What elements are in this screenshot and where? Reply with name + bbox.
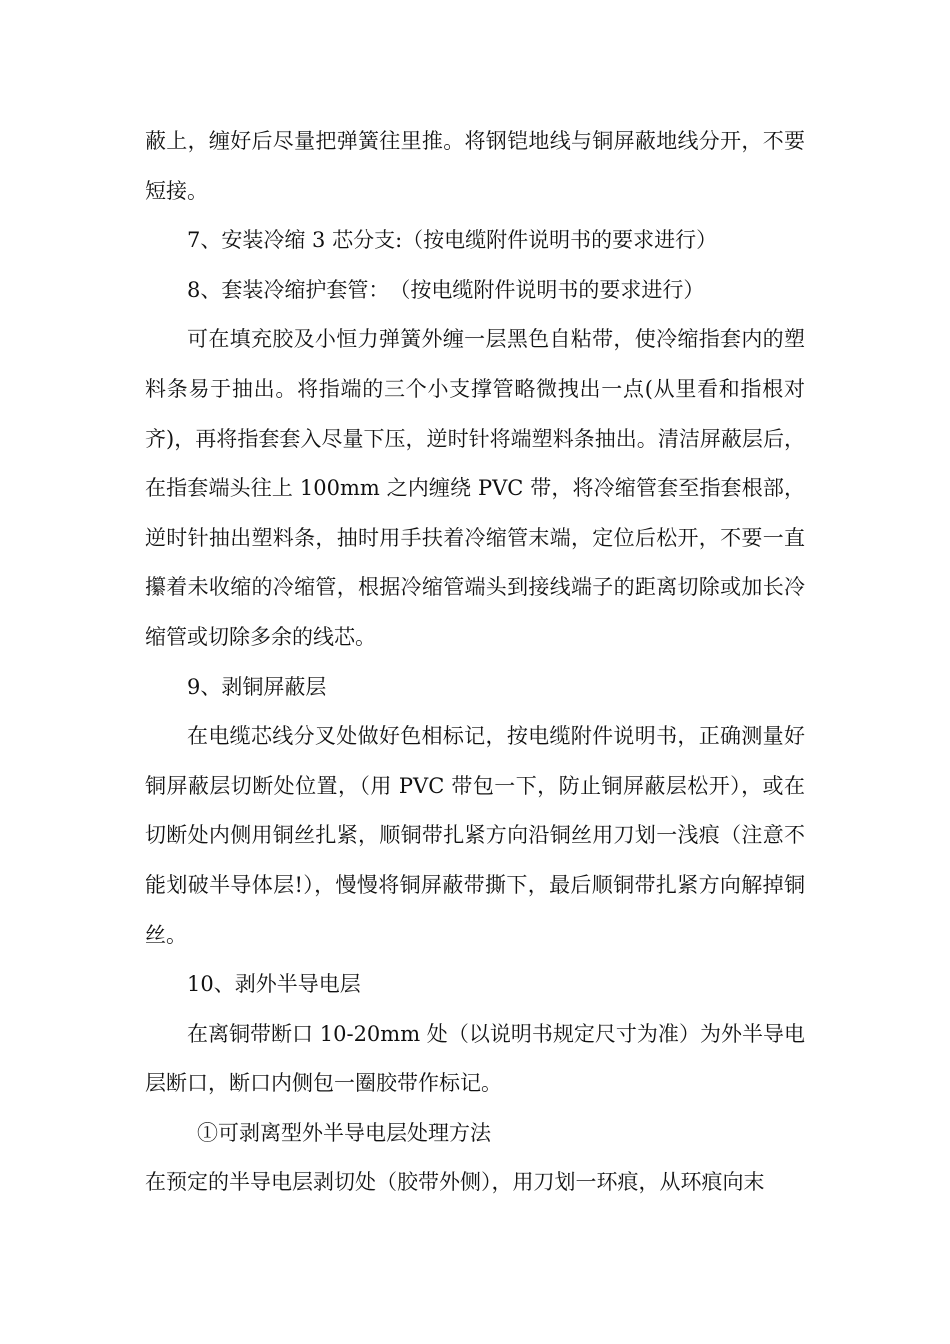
step-9-heading: 9、剥铜屏蔽层: [187, 674, 327, 699]
document-body: [145, 117, 805, 1208]
step-7-heading: 7、安装冷缩 3 芯分支:（按电缆附件说明书的要求进行）: [187, 228, 718, 253]
subheading-strippable-method: ①可剥离型外半导电层处理方法: [197, 1120, 491, 1145]
paragraph-strip-procedure: 在预定的半导电层剥切处（胶带外侧），用刀划一环痕，从环痕向末: [145, 1170, 765, 1195]
step-10-heading: 10、剥外半导电层: [187, 972, 361, 997]
paragraph-shield-continuation: 蔽上，缠好后尽量把弹簧往里推。将钢铠地线与铜屏蔽地线分开，不要短接。: [145, 129, 805, 203]
paragraph-outer-semiconductor-mark: 在离铜带断口 10-20mm 处（以说明书规定尺寸为准）为外半导电层断口，断口内侧包一圈胶带作标记。: [145, 1021, 805, 1096]
paragraph-copper-shield-removal: 在电缆芯线分叉处做好色相标记，按电缆附件说明书，正确测量好铜屏蔽层切断处位置，（用 PVC 带包一下，防止铜屏蔽层松开），或在切断处内侧用铜丝扎紧，顺铜带扎紧方向沿铜丝用刀划一浅痕（注意不能划破半导体层!），慢慢将铜屏蔽带撕下，最后顺铜带扎紧方向解掉铜丝。: [145, 724, 805, 947]
step-8-heading: 8、套装冷缩护套管： （按电缆附件说明书的要求进行）: [187, 277, 705, 302]
paragraph-cold-shrink-sleeve: 可在填充胶及小恒力弹簧外缠一层黑色自粘带，使冷缩指套内的塑料条易于抽出。将指端的三个小支撑管略微拽出一点(从里看和指根对齐)，再将指套套入尽量下压，逆时针将端塑料条抽出。清洁屏蔽层后，在指套端头往上 100mm 之内缠绕 PVC 带，将冷缩管套至指套根部，逆时针抽出塑料条，抽时用手扶着冷缩管末端，定位后松开，不要一直攥着未收缩的冷缩管，根据冷缩管端头到接线端子的距离切除或加长冷缩管或切除多余的线芯。: [145, 327, 805, 649]
